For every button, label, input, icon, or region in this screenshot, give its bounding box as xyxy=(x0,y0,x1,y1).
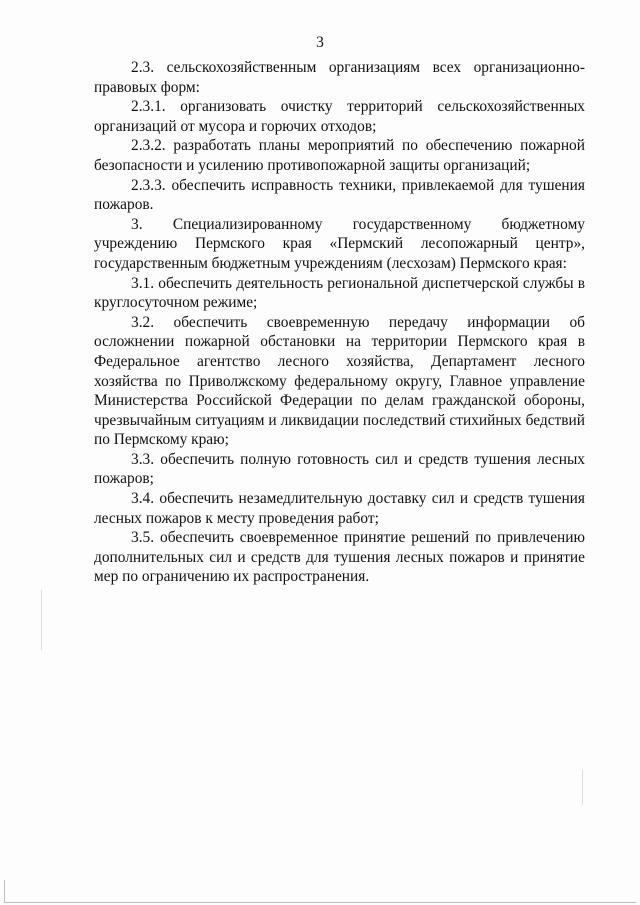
scan-page-edge xyxy=(4,902,636,903)
clause-3-1: 3.1. обеспечить деятельность региональной диспетчерской службы в круглосуточном режиме; xyxy=(94,274,585,312)
page-number: 3 xyxy=(316,34,324,51)
clause-3-2: 3.2. обеспечить своевременную передачу информации об осложнении пожарной обстановки на территории Пермского края в Федеральное агентство лесного хозяйства, Департамент лесного хозяйства по Приволжскому федеральному округу, Главное управление Министерства Российской Федерации по делам гражданской обороны, чрезвычайным ситуациям и ликвидации последствий стихийных бедствий по Пермскому краю; xyxy=(94,313,585,449)
scan-artifact-line xyxy=(582,770,583,805)
document-body xyxy=(94,58,585,587)
scan-page-edge xyxy=(4,880,5,903)
clause-2-3-2: 2.3.2. разработать планы мероприятий по обеспечению пожарной безопасности и усилению противопожарной защиты организаций; xyxy=(94,137,585,174)
clause-2-3-1: 2.3.1. организовать очистку территорий сельскохозяйственных организаций от мусора и горючих отходов; xyxy=(94,98,585,135)
clause-3-3: 3.3. обеспечить полную готовность сил и средств тушения лесных пожаров; xyxy=(94,450,585,488)
scan-artifact-line xyxy=(41,590,42,650)
clause-2-3-3: 2.3.3. обеспечить исправность техники, привлекаемой для тушения пожаров. xyxy=(94,176,585,214)
clause-3: 3. Специализированному государственному бюджетному учреждению Пермского края «Пермский лесопожарный центр», государственным бюджетным учреждениям (лесхозам) Пермского края: xyxy=(94,215,585,272)
clause-3-5: 3.5. обеспечить своевременное принятие решений по привлечению дополнительных сил и средств для тушения лесных пожаров и принятие мер по ограничению их распространения. xyxy=(94,529,585,586)
clause-3-4: 3.4. обеспечить незамедлительную доставку сил и средств тушения лесных пожаров к месту проведения работ; xyxy=(94,490,585,527)
clause-2-3: 2.3. сельскохозяйственным организациям всех организационно-правовых форм: xyxy=(94,59,585,96)
